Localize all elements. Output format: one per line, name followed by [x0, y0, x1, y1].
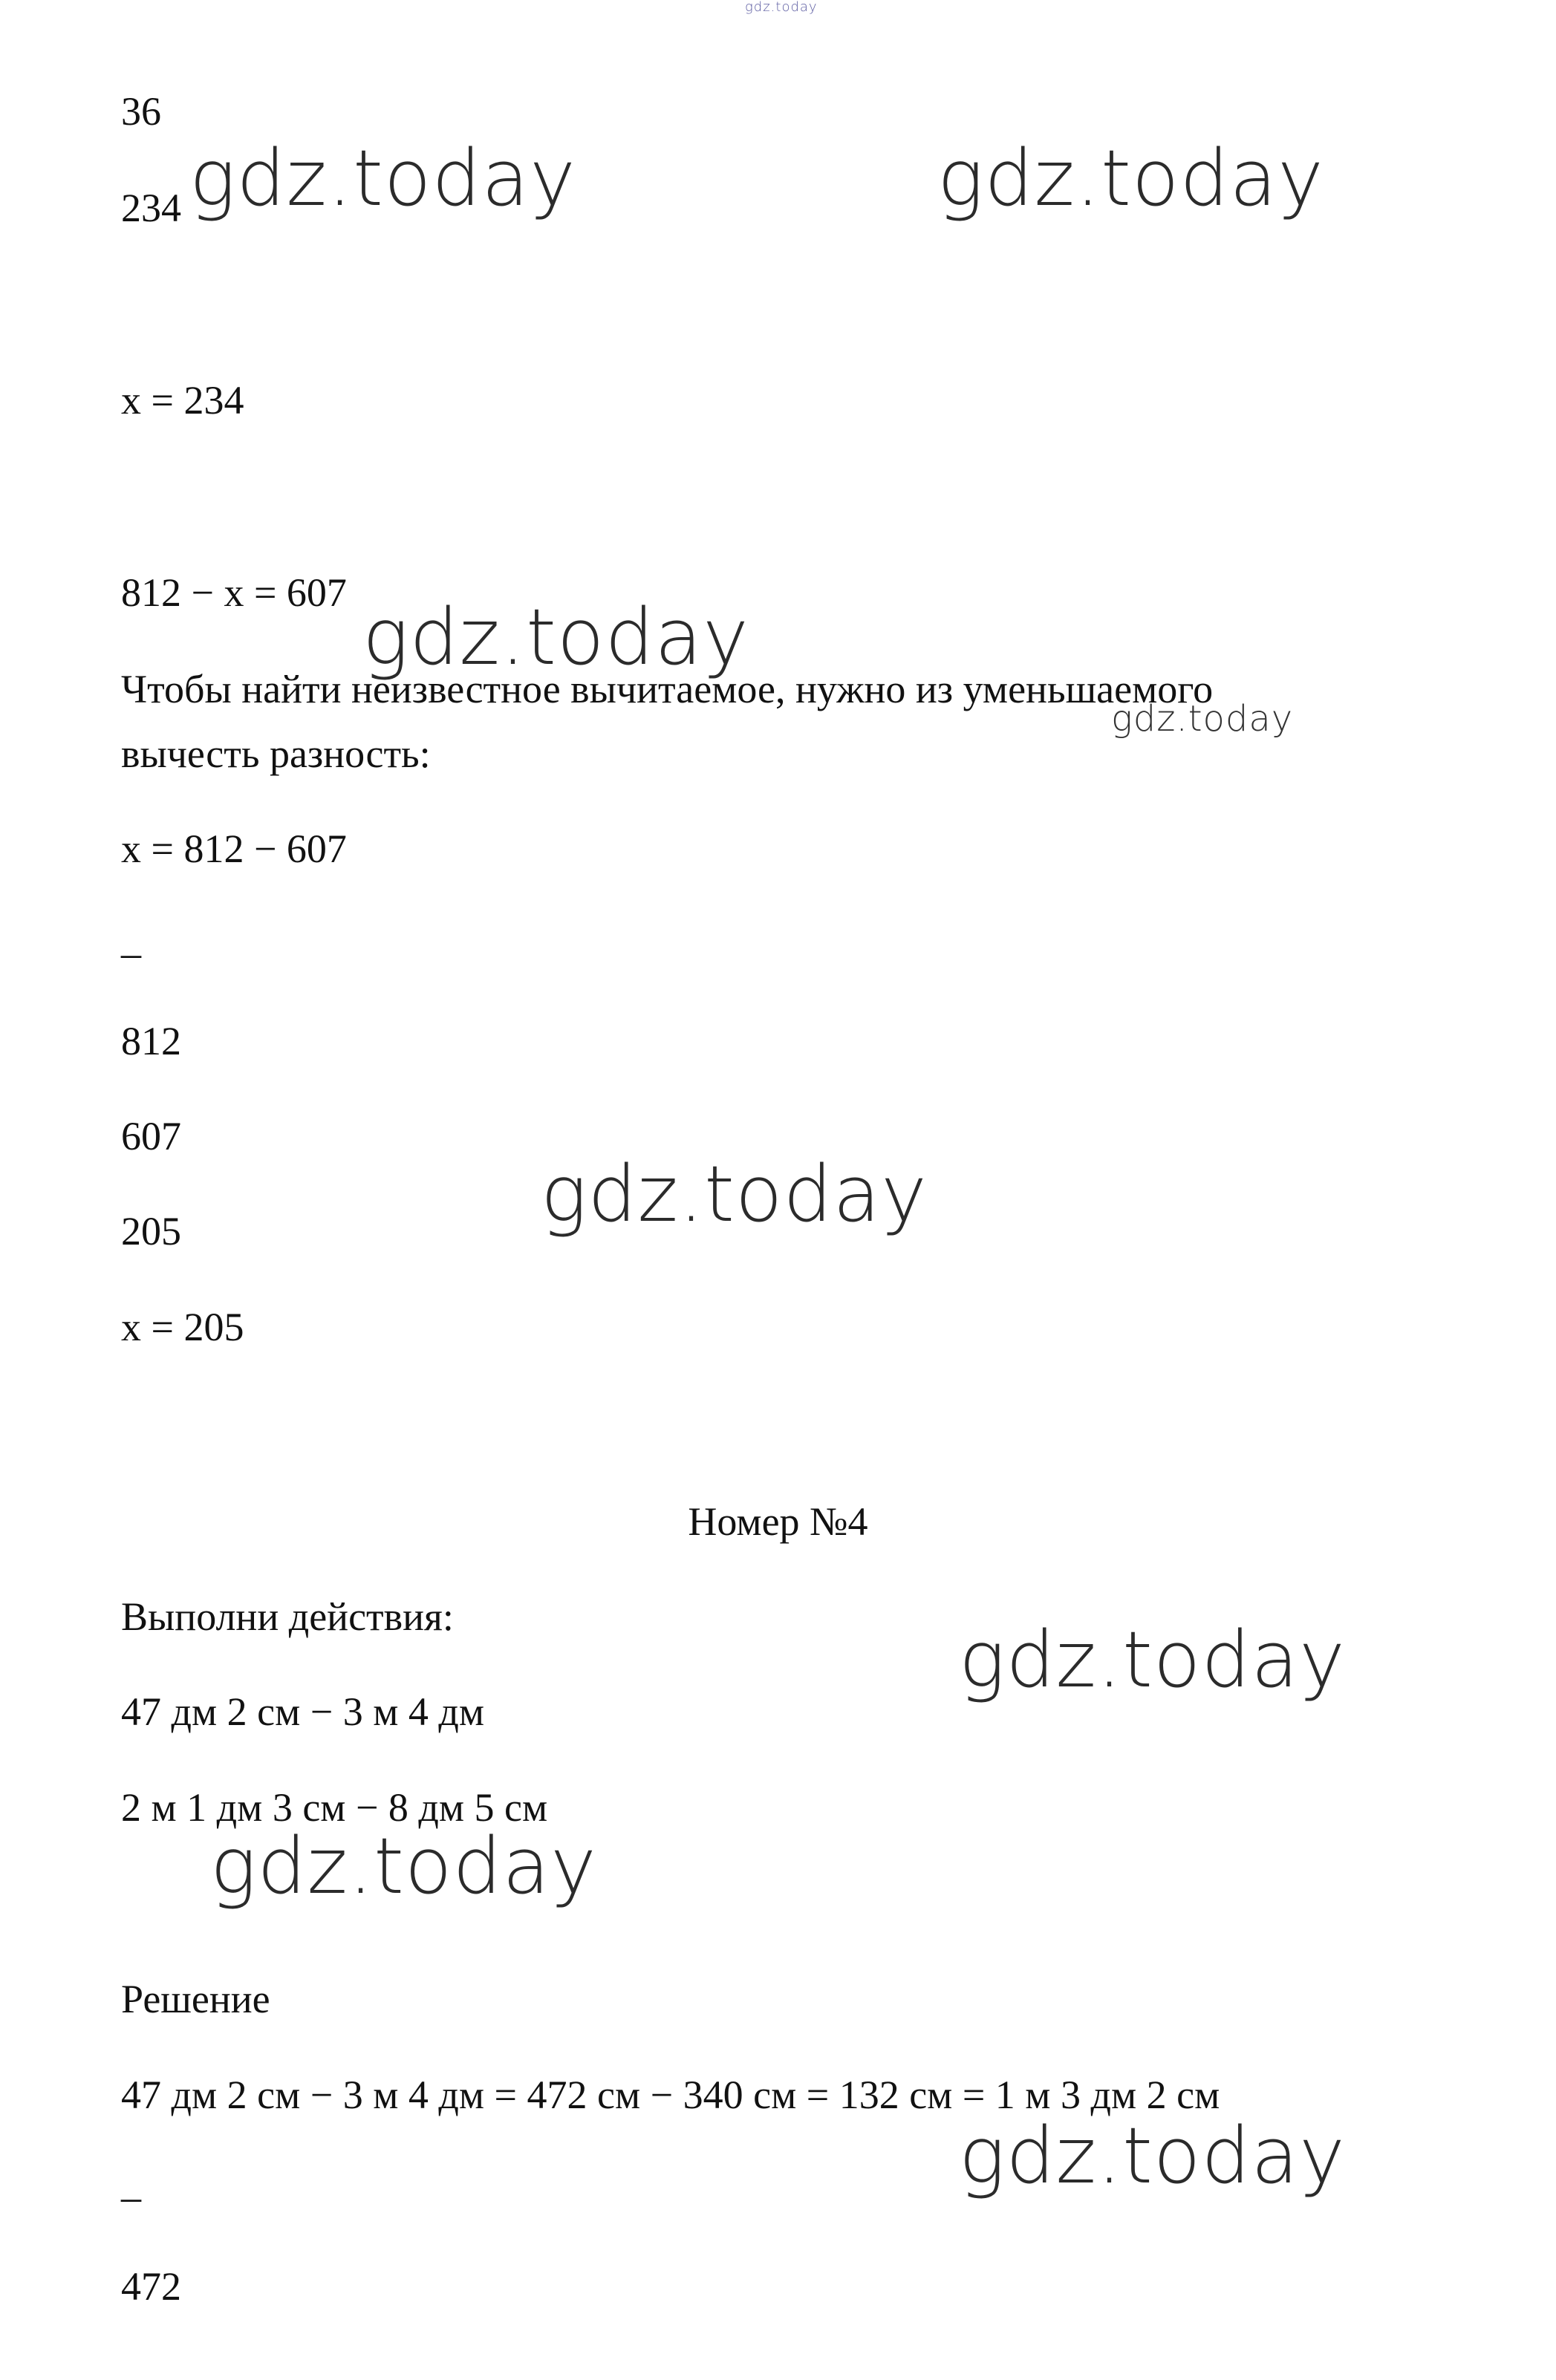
text-line: x = 812 − 607	[121, 827, 347, 871]
text-line: 812 − x = 607	[121, 570, 347, 615]
subtraction-sign: _	[121, 2161, 141, 2205]
task-expression: 47 дм 2 см − 3 м 4 дм	[121, 1689, 485, 1734]
text-line: 36	[121, 89, 161, 134]
solution-line: 47 дм 2 см − 3 м 4 дм = 472 см − 340 см = 132 см = 1 м 3 дм 2 см	[121, 2073, 1220, 2117]
paragraph-line: вычесть разность:	[121, 731, 431, 776]
text-line: 234	[121, 186, 181, 230]
watermark: gdz.today	[362, 592, 749, 682]
text-line: 607	[121, 1114, 181, 1158]
text-line: 472	[121, 2264, 181, 2309]
watermark: gdz.today	[937, 133, 1324, 224]
watermark: gdz.today	[959, 2110, 1346, 2201]
watermark: gdz.today	[189, 133, 576, 224]
text-line: x = 205	[121, 1305, 244, 1349]
watermark: gdz.today	[210, 1821, 597, 1911]
solution-label: Решение	[121, 1977, 270, 2021]
watermark: gdz.today	[1111, 698, 1294, 740]
text-line: x = 234	[121, 378, 244, 423]
task-title: Выполни действия:	[121, 1594, 454, 1639]
paragraph-line: Чтобы найти неизвестное вычитаемое, нужно из уменьшаемого	[121, 667, 1214, 711]
watermark: gdz.today	[959, 1614, 1346, 1705]
text-line: 812	[121, 1019, 181, 1063]
section-heading: Номер №4	[688, 1499, 868, 1544]
subtraction-sign: _	[121, 917, 141, 962]
task-expression: 2 м 1 дм 3 см − 8 дм 5 см	[121, 1785, 548, 1830]
text-line: 205	[121, 1209, 181, 1253]
watermark-top-small: gdz.today	[745, 0, 818, 15]
watermark: gdz.today	[541, 1149, 928, 1239]
